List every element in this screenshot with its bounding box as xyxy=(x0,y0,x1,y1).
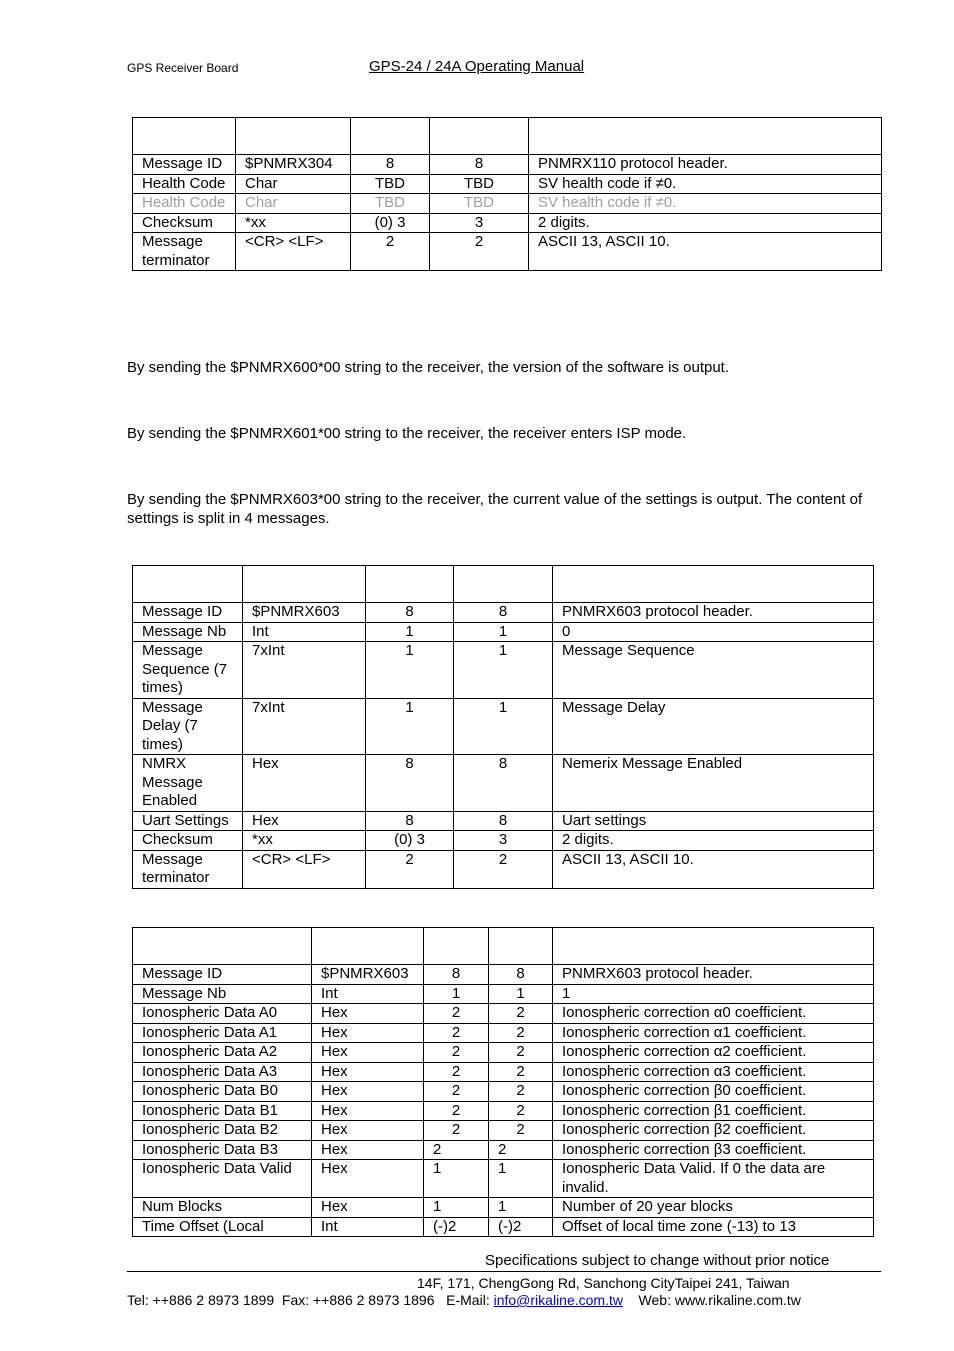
table-header-row xyxy=(133,928,874,965)
table-cell: Hex xyxy=(312,1023,424,1043)
table-cell: 1 xyxy=(366,622,454,642)
table-row xyxy=(133,1082,874,1102)
table-cell: Health Code xyxy=(133,194,236,214)
table-row xyxy=(133,213,882,233)
table-cell: (0) 3 xyxy=(351,213,430,233)
table-cell: Hex xyxy=(312,1062,424,1082)
table-cell: ASCII 13, ASCII 10. xyxy=(529,233,882,271)
table-cell: Message Sequence (7 times) xyxy=(133,642,243,699)
table-cell: Ionospheric correction α2 coefficient. xyxy=(553,1043,874,1063)
table-cell: 2 xyxy=(424,1082,489,1102)
table-cell: 7xInt xyxy=(243,698,366,755)
table-cell: <CR> <LF> xyxy=(236,233,351,271)
table-cell: Hex xyxy=(312,1004,424,1024)
table-cell: (-)2 xyxy=(489,1217,553,1237)
table-cell: Ionospheric Data A2 xyxy=(133,1043,312,1063)
table-cell: 2 xyxy=(424,1023,489,1043)
table-cell: SV health code if ≠0. xyxy=(529,174,882,194)
table-row xyxy=(133,755,874,812)
table-row xyxy=(133,155,882,175)
table-cell: Message Nb xyxy=(133,622,243,642)
table-cell: Hex xyxy=(243,811,366,831)
table-cell: 8 xyxy=(351,155,430,175)
footer-phone-fax: Tel: ++886 2 8973 1899 Fax: ++886 2 8973 1896 E-Mail: xyxy=(127,1292,494,1308)
table-row xyxy=(133,1198,874,1218)
table-cell: 2 xyxy=(454,850,553,888)
table-cell: 2 xyxy=(489,1023,553,1043)
table-cell: 2 xyxy=(424,1121,489,1141)
table-cell: 7xInt xyxy=(243,642,366,699)
table-cell: PNMRX603 protocol header. xyxy=(553,965,874,985)
table-header-row xyxy=(133,566,874,603)
table-cell: 2 xyxy=(424,1062,489,1082)
table-cell: Char xyxy=(236,194,351,214)
table-cell: TBD xyxy=(351,194,430,214)
table-cell: Hex xyxy=(312,1140,424,1160)
table-cell: 8 xyxy=(454,603,553,623)
table-cell: 3 xyxy=(454,831,553,851)
table-cell: 1 xyxy=(424,984,489,1004)
table-cell: $PNMRX603 xyxy=(243,603,366,623)
table-cell: SV health code if ≠0. xyxy=(529,194,882,214)
paragraph-version: By sending the $PNMRX600*00 string to the receiver, the version of the software is output. xyxy=(127,359,729,376)
table-cell: Message ID xyxy=(133,603,243,623)
table-cell: Ionospheric correction β3 coefficient. xyxy=(553,1140,874,1160)
table-cell: Ionospheric Data A3 xyxy=(133,1062,312,1082)
table-cell: PNMRX110 protocol header. xyxy=(529,155,882,175)
table-cell: 1 xyxy=(366,698,454,755)
table-cell: Hex xyxy=(312,1198,424,1218)
table-cell: Hex xyxy=(312,1043,424,1063)
table-cell: Message Delay xyxy=(553,698,874,755)
footer-divider xyxy=(127,1271,881,1272)
table-cell: *xx xyxy=(243,831,366,851)
table-cell: 3 xyxy=(430,213,529,233)
table-cell: Message terminator xyxy=(133,850,243,888)
table-cell: Ionospheric Data B3 xyxy=(133,1140,312,1160)
footer-address: 14F, 171, ChengGong Rd, Sanchong CityTaipei 241, Taiwan xyxy=(417,1275,790,1291)
table-cell: Message Sequence xyxy=(553,642,874,699)
table-cell: Hex xyxy=(312,1121,424,1141)
table-cell: 2 digits. xyxy=(529,213,882,233)
table-cell: (-)2 xyxy=(424,1217,489,1237)
table-cell: ASCII 13, ASCII 10. xyxy=(553,850,874,888)
table-row xyxy=(133,642,874,699)
table-cell: TBD xyxy=(351,174,430,194)
table-cell: Ionospheric Data Valid xyxy=(133,1160,312,1198)
table-cell: 2 digits. xyxy=(553,831,874,851)
table-row xyxy=(133,1121,874,1141)
table-cell: 1 xyxy=(454,642,553,699)
header-title: GPS-24 / 24A Operating Manual xyxy=(369,58,585,75)
header-left: GPS Receiver Board xyxy=(127,61,239,75)
table-cell: 2 xyxy=(489,1004,553,1024)
table-cell: Hex xyxy=(312,1160,424,1198)
table-cell: 2 xyxy=(489,1082,553,1102)
table-cell: Hex xyxy=(243,755,366,812)
paragraph-isp: By sending the $PNMRX601*00 string to the receiver, the receiver enters ISP mode. xyxy=(127,425,687,442)
table-cell: <CR> <LF> xyxy=(243,850,366,888)
table-cell: Ionospheric Data B0 xyxy=(133,1082,312,1102)
table-cell: Uart Settings xyxy=(133,811,243,831)
table-cell: Ionospheric correction α0 coefficient. xyxy=(553,1004,874,1024)
table-row xyxy=(133,1160,874,1198)
table-row xyxy=(133,1101,874,1121)
table-cell: NMRX Message Enabled xyxy=(133,755,243,812)
table-cell: 1 xyxy=(424,1198,489,1218)
table-cell: Offset of local time zone (-13) to 13 xyxy=(553,1217,874,1237)
table-cell: 2 xyxy=(489,1121,553,1141)
table-cell: Message terminator xyxy=(133,233,236,271)
table-cell: 2 xyxy=(366,850,454,888)
email-link[interactable]: info@rikaline.com.tw xyxy=(493,1292,623,1308)
table-cell: Hex xyxy=(312,1082,424,1102)
table-cell: 2 xyxy=(351,233,430,271)
table-header-row xyxy=(133,118,882,155)
table-cell: Int xyxy=(312,984,424,1004)
table-cell: Uart settings xyxy=(553,811,874,831)
table-cell: 1 xyxy=(489,984,553,1004)
table-row xyxy=(133,1004,874,1024)
table-cell: PNMRX603 protocol header. xyxy=(553,603,874,623)
table-cell: Int xyxy=(312,1217,424,1237)
table-cell: Num Blocks xyxy=(133,1198,312,1218)
table-cell: 2 xyxy=(424,1101,489,1121)
table-cell: Ionospheric correction β2 coefficient. xyxy=(553,1121,874,1141)
table-cell: Checksum xyxy=(133,831,243,851)
table-cell: 8 xyxy=(489,965,553,985)
footer-web: Web: www.rikaline.com.tw xyxy=(622,1292,801,1308)
table-cell: 8 xyxy=(454,811,553,831)
table-cell: 2 xyxy=(489,1101,553,1121)
table-cell: Number of 20 year blocks xyxy=(553,1198,874,1218)
table-cell: 2 xyxy=(424,1004,489,1024)
table-cell: 1 xyxy=(366,642,454,699)
footer-note: Specifications subject to change without prior notice xyxy=(485,1252,830,1269)
table-cell: Ionospheric Data B1 xyxy=(133,1101,312,1121)
table-row xyxy=(133,811,874,831)
table-cell: 2 xyxy=(489,1062,553,1082)
table-row xyxy=(133,622,874,642)
table-row xyxy=(133,174,882,194)
table-cell: Nemerix Message Enabled xyxy=(553,755,874,812)
table-cell: Ionospheric correction β1 coefficient. xyxy=(553,1101,874,1121)
table-cell: Health Code xyxy=(133,174,236,194)
table-cell: 2 xyxy=(489,1140,553,1160)
table-cell: Time Offset (Local xyxy=(133,1217,312,1237)
table-row xyxy=(133,1217,874,1237)
footer-contact xyxy=(127,1292,801,1308)
table-cell: 8 xyxy=(424,965,489,985)
table-cell: TBD xyxy=(430,174,529,194)
table-cell: 0 xyxy=(553,622,874,642)
table-1 xyxy=(132,117,882,271)
table-cell: Hex xyxy=(312,1101,424,1121)
table-cell: 2 xyxy=(424,1140,489,1160)
table-cell: Checksum xyxy=(133,213,236,233)
table-2 xyxy=(132,565,874,889)
table-cell: TBD xyxy=(430,194,529,214)
table-cell: $PNMRX603 xyxy=(312,965,424,985)
table-cell: 8 xyxy=(454,755,553,812)
paragraph-settings: By sending the $PNMRX603*00 string to the receiver, the current value of the settings is output. The content of settings is split in 4 messages. xyxy=(127,491,863,527)
table-cell: Ionospheric Data A1 xyxy=(133,1023,312,1043)
table-cell: Message ID xyxy=(133,155,236,175)
table-cell: 1 xyxy=(454,698,553,755)
table-cell: Ionospheric Data Valid. If 0 the data are invalid. xyxy=(553,1160,874,1198)
table-cell: Int xyxy=(243,622,366,642)
table-cell: 1 xyxy=(553,984,874,1004)
table-cell: 1 xyxy=(454,622,553,642)
table-cell: Message ID xyxy=(133,965,312,985)
table-cell: 8 xyxy=(366,755,454,812)
table-cell: 1 xyxy=(424,1160,489,1198)
table-cell: (0) 3 xyxy=(366,831,454,851)
table-cell: Message Delay (7 times) xyxy=(133,698,243,755)
table-row xyxy=(133,1062,874,1082)
table-row xyxy=(133,850,874,888)
table-cell: 1 xyxy=(489,1198,553,1218)
table-cell: Ionospheric correction β0 coefficient. xyxy=(553,1082,874,1102)
table-row xyxy=(133,965,874,985)
table-row xyxy=(133,194,882,214)
table-cell: $PNMRX304 xyxy=(236,155,351,175)
table-cell: 1 xyxy=(489,1160,553,1198)
table-cell: 2 xyxy=(430,233,529,271)
table-3 xyxy=(132,927,874,1237)
table-row xyxy=(133,233,882,271)
table-row xyxy=(133,1140,874,1160)
table-cell: 8 xyxy=(366,811,454,831)
table-cell: Ionospheric Data B2 xyxy=(133,1121,312,1141)
table-cell: Ionospheric Data A0 xyxy=(133,1004,312,1024)
table-row xyxy=(133,984,874,1004)
table-cell: 8 xyxy=(430,155,529,175)
table-row xyxy=(133,1023,874,1043)
table-cell: Char xyxy=(236,174,351,194)
table-cell: *xx xyxy=(236,213,351,233)
table-row xyxy=(133,698,874,755)
table-row xyxy=(133,603,874,623)
table-cell: 8 xyxy=(366,603,454,623)
table-cell: Ionospheric correction α1 coefficient. xyxy=(553,1023,874,1043)
table-cell: 2 xyxy=(489,1043,553,1063)
table-cell: Message Nb xyxy=(133,984,312,1004)
table-cell: Ionospheric correction α3 coefficient. xyxy=(553,1062,874,1082)
table-row xyxy=(133,1043,874,1063)
table-cell: 2 xyxy=(424,1043,489,1063)
table-row xyxy=(133,831,874,851)
